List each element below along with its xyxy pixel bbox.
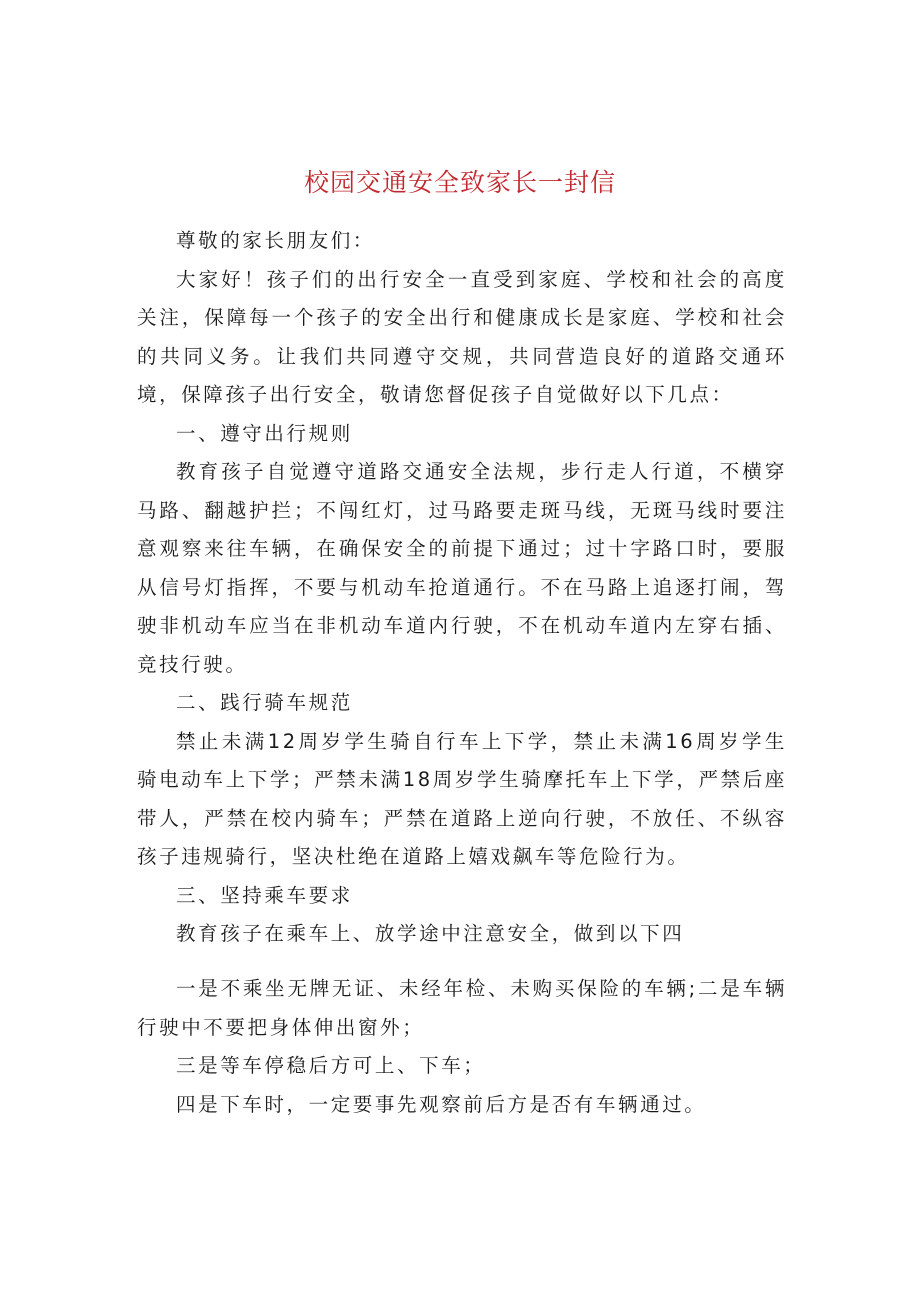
letter-title: 校园交通安全致家长一封信 bbox=[303, 168, 616, 197]
letter-body-list bbox=[137, 970, 787, 1124]
list-item-1: 一是不乘坐无牌无证、未经年检、未购买保险的车辆;二是车辆行驶中不要把身体伸出窗外； bbox=[137, 977, 787, 1039]
section-1-text: 教育孩子自觉遵守道路交通安全法规，步行走人行道，不横穿马路、翻越护拦；不闯红灯，过马路要走斑马线，无斑马线时要注意观察来往车辆，在确保安全的前提下通过；过十字路口时，要服从信号灯指挥，不要与机动车抢道通行。不在马路上追逐打闹，驾驶非机动车应当在非机动车道内行驶，不在机动车道内左穿右插、竞技行驶。 bbox=[137, 460, 787, 676]
section-2-text: 禁止未满12周岁学生骑自行车上下学，禁止未满16周岁学生骑电动车上下学；严禁未满18周岁学生骑摩托车上下学，严禁后座带人，严禁在校内骑车；严禁在道路上逆向行驶，不放任、不纵容孩子违规骑行，坚决杜绝在道路上嬉戏飙车等危险行为。 bbox=[137, 729, 787, 868]
list-item-3: 四是下车时，一定要事先观察前后方是否有车辆通过。 bbox=[176, 1092, 707, 1116]
intro-paragraph: 大家好！孩子们的出行安全一直受到家庭、学校和社会的高度关注，保障每一个孩子的安全出行和健康成长是家庭、学校和社会的共同义务。让我们共同遵守交规，共同营造良好的道路交通环境，保障孩子出行安全，敬请您督促孩子自觉做好以下几点： bbox=[137, 267, 787, 406]
section-2-heading: 二、践行骑车规范 bbox=[176, 691, 353, 714]
list-item-2: 三是等车停稳后方可上、下车； bbox=[176, 1054, 486, 1077]
letter-body-top bbox=[137, 222, 787, 954]
section-1-heading: 一、遵守出行规则 bbox=[176, 421, 353, 445]
section-3-text: 教育孩子在乘车上、放学途中注意安全，做到以下四 bbox=[176, 922, 685, 945]
section-3-heading: 三、坚持乘车要求 bbox=[176, 883, 353, 907]
salutation: 尊敬的家长朋友们： bbox=[176, 229, 375, 252]
